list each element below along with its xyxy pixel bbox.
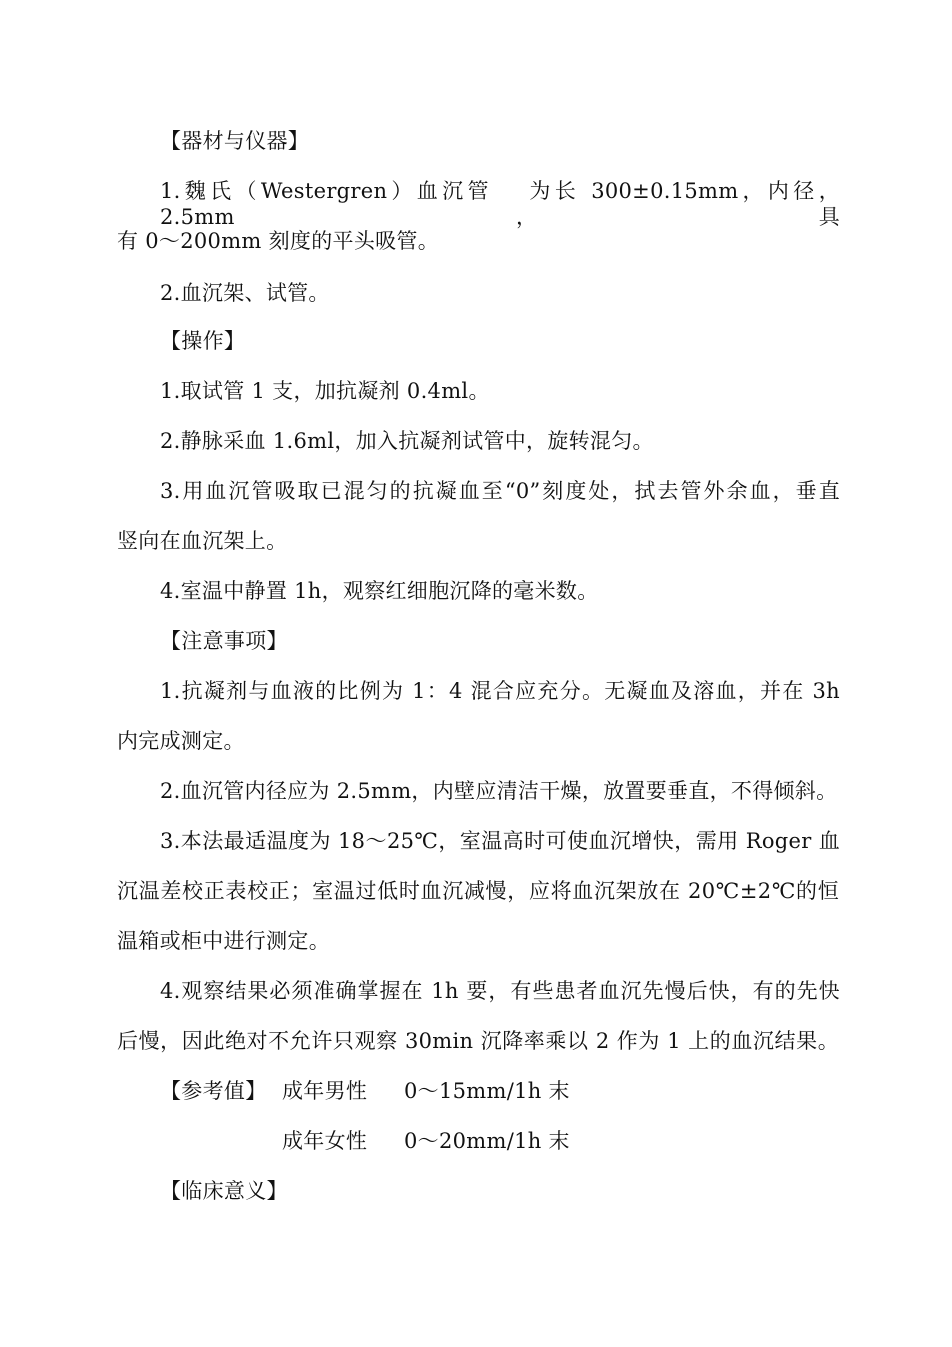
note-1-line-2: 内完成测定。: [117, 729, 245, 753]
reference-male-label: 成年男性: [282, 1079, 368, 1103]
note-3-line-1: 3.本法最适温度为 18～25℃，室温高时可使血沉增快，需用 Roger 血: [160, 829, 840, 853]
operation-heading: 【操作】: [160, 329, 246, 353]
note-3-line-3: 温箱或柜中进行测定。: [117, 929, 330, 953]
note-3-line-2: 沉温差校正表校正；室温过低时血沉减慢，应将血沉架放在 20℃±2℃的恒: [117, 879, 839, 903]
equipment-item-1-line-2: 有 0～200mm 刻度的平头吸管。: [117, 229, 440, 253]
equipment-item-2: 2.血沉架、试管。: [160, 281, 330, 305]
operation-step-3-line-1: 3.用血沉管吸取已混匀的抗凝血至“0”刻度处，拭去管外余血，垂直: [160, 479, 840, 503]
reference-female-label: 成年女性: [282, 1129, 368, 1153]
operation-step-3-line-2: 竖向在血沉架上。: [117, 529, 288, 553]
clinical-heading: 【临床意义】: [160, 1179, 288, 1203]
notes-heading: 【注意事项】: [160, 629, 288, 653]
reference-heading: 【参考值】: [160, 1079, 267, 1103]
operation-step-4: 4.室温中静置 1h，观察红细胞沉降的毫米数。: [160, 579, 599, 603]
equipment-heading: 【器材与仪器】: [160, 129, 310, 153]
reference-male-value: 0～15mm/1h 末: [404, 1079, 570, 1103]
note-1-line-1: 1.抗凝剂与血液的比例为 1：4 混合应充分。无凝血及溶血，并在 3h: [160, 679, 840, 703]
operation-step-1: 1.取试管 1 支，加抗凝剂 0.4ml。: [160, 379, 490, 403]
note-4-line-1: 4.观察结果必须准确掌握在 1h 要，有些患者血沉先慢后快，有的先快: [160, 979, 840, 1003]
note-2: 2.血沉管内径应为 2.5mm，内壁应清洁干燥，放置要垂直，不得倾斜。: [160, 779, 838, 803]
reference-female-value: 0～20mm/1h 末: [404, 1129, 570, 1153]
equipment-item-1-line-1: 1.魏氏（Westergren）血沉管 为长 300±0.15mm，内径，2.5mm，具: [160, 179, 840, 229]
note-4-line-2: 后慢，因此绝对不允许只观察 30min 沉降率乘以 2 作为 1 上的血沉结果。: [117, 1029, 839, 1053]
operation-step-2: 2.静脉采血 1.6ml，加入抗凝剂试管中，旋转混匀。: [160, 429, 654, 453]
